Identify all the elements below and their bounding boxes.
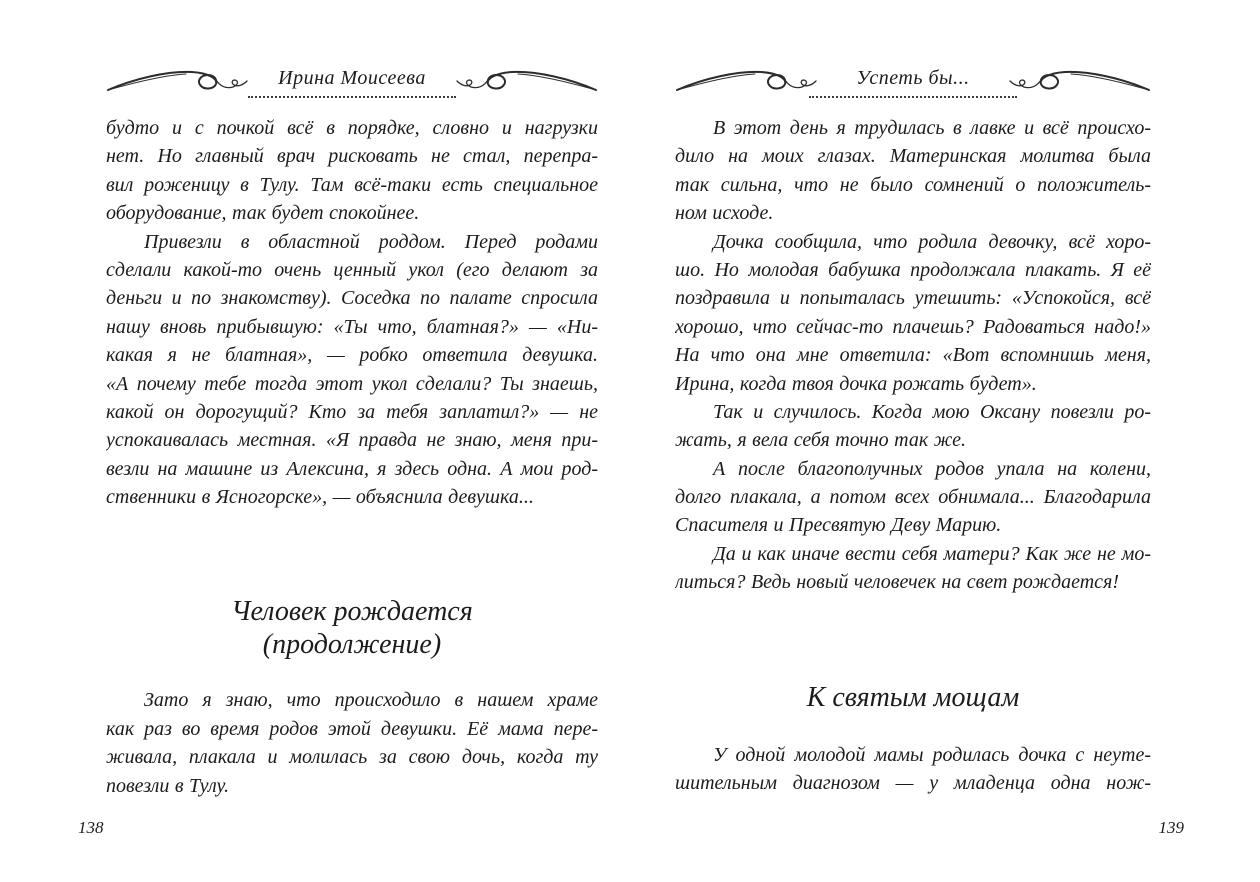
text-line: Дочка сообщила, что родила девочку, всё хоро- xyxy=(713,230,1151,253)
text-line: везли на машине из Алексина, я здесь одна. А мои род- xyxy=(106,457,598,480)
text-line: ном исходе. xyxy=(675,202,774,225)
text-line: сделали какой-то очень ценный укол (его делают за xyxy=(106,258,598,281)
text-line: как раз во время родов этой девушки. Её мама пере- xyxy=(106,717,598,740)
text-line: будто и с почкой всё в порядке, словно и нагрузки xyxy=(106,117,598,139)
text-line: А после благополучных родов упала на колени, xyxy=(713,457,1151,480)
text-line: деньги и по знакомству). Соседка по палате спросила xyxy=(106,287,598,310)
text-line: какой он дорогущий? Кто за тебя заплатил?» — не xyxy=(106,400,598,423)
text-line: Спасителя и Пресвятую Деву Марию. xyxy=(675,514,1002,537)
text-line: жать, я вела себя точно так же. xyxy=(675,429,966,452)
section-heading-left xyxy=(106,595,598,661)
dotted-divider xyxy=(248,96,456,98)
text-line: вил роженицу в Тулу. Там всё-таки есть специальное xyxy=(106,173,598,196)
text-line: хорошо, что сейчас-то плачешь? Радоваться надо!» xyxy=(675,315,1151,338)
text-line: оборудование, так будет спокойнее. xyxy=(106,202,420,225)
text-line: долго плакала, а потом всех обнимала... Благодарила xyxy=(675,486,1151,509)
text-line: литься? Ведь новый человечек на свет рождается! xyxy=(675,571,1120,594)
page-left xyxy=(78,62,598,837)
page-right xyxy=(675,62,1184,837)
text-line: поздравила и попыталась утешить: «Успокойся, всё xyxy=(675,287,1151,310)
text-line: У одной молодой мамы родилась дочка с неуте- xyxy=(713,743,1151,766)
text-line: В этот день я трудилась в лавке и всё происхо- xyxy=(713,117,1151,139)
text-line: На что она мне ответила: «Вот вспомнишь меня, xyxy=(675,344,1151,367)
text-line: нашу вновь прибывшую: «Ты что, блатная?» — «Ни- xyxy=(106,315,598,338)
text-line: Так и случилось. Когда мою Оксану повезли ро- xyxy=(713,400,1151,423)
section-heading-line: Человек рождается xyxy=(231,596,473,628)
text-line: нет. Но главный врач рисковать не стал, перепра- xyxy=(106,145,598,168)
section-body-right xyxy=(675,741,1151,798)
page-number-left: 138 xyxy=(78,818,104,837)
section-heading-line: К святым мощам xyxy=(806,681,1020,713)
text-line: шительным диагнозом — у младенца одна нож- xyxy=(675,772,1151,795)
section-heading-right xyxy=(675,681,1151,714)
text-line: Ирина, когда твоя дочка рожать будет». xyxy=(675,372,1037,395)
text-line: повезли в Тулу. xyxy=(106,774,230,797)
body-text-left xyxy=(106,114,598,511)
text-line: Зато я знаю, что происходило в нашем храме xyxy=(144,689,598,712)
text-line: Привезли в областной роддом. Перед родами xyxy=(144,230,598,253)
text-line: шо. Но молодая бабушка продолжала плакать. Я её xyxy=(675,258,1151,281)
text-line: живала, плакала и молилась за свою дочь, когда ту xyxy=(106,746,598,769)
dotted-divider xyxy=(809,96,1017,98)
section-heading-line: (продолжение) xyxy=(262,629,442,661)
running-head: Успеть бы... xyxy=(856,66,970,89)
text-line: так сильна, что не было сомнений о положитель- xyxy=(675,173,1151,196)
text-line: успокаивалась местная. «Я правда не знаю, меня при- xyxy=(106,429,598,452)
running-head: Ирина Моисеева xyxy=(278,66,426,89)
flourish-left-icon xyxy=(675,68,817,96)
flourish-left-icon xyxy=(106,68,248,96)
running-head-row-left xyxy=(106,62,598,102)
text-line: дило на моих глазах. Материнская молитва была xyxy=(675,145,1151,168)
page-number-right: 139 xyxy=(1158,818,1184,837)
text-line: «А почему тебе тогда этот укол сделали? Ты знаешь, xyxy=(106,372,598,395)
section-body-left xyxy=(106,686,598,800)
flourish-right-icon xyxy=(456,68,598,96)
text-line: Да и как иначе вести себя матери? Как же не мо- xyxy=(713,542,1151,565)
body-text-right xyxy=(675,114,1151,597)
text-line: ственники в Ясногорске», — объяснила девушка... xyxy=(106,486,534,509)
flourish-right-icon xyxy=(1009,68,1151,96)
running-head-row-right xyxy=(675,62,1151,102)
text-line: какая я не блатная», — робко ответила девушка. xyxy=(106,344,598,367)
